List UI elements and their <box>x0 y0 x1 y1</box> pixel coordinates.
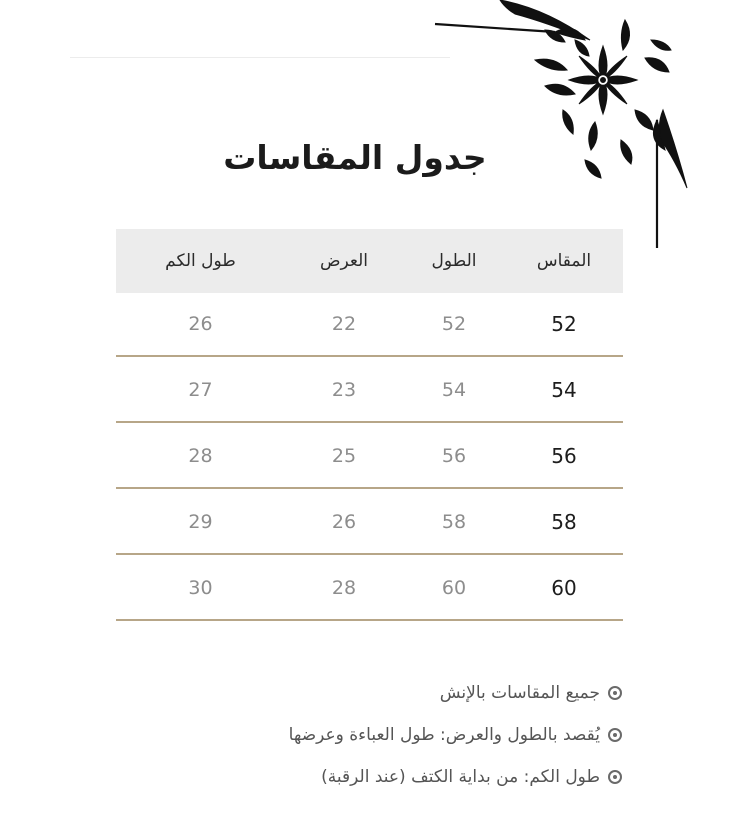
table-row <box>116 293 623 357</box>
page-title: جدول المقاسات <box>223 138 487 177</box>
cell-sleeve-length: 26 <box>188 313 213 335</box>
cell-size: 60 <box>551 576 577 600</box>
note-text: يُقصد بالطول والعرض: طول العباءة وعرضها <box>288 725 600 745</box>
cell-length: 58 <box>441 511 467 533</box>
notes-list <box>162 672 622 798</box>
note-length-width <box>162 714 622 756</box>
circle-dot-icon <box>608 728 622 742</box>
cell-sleeve-length: 27 <box>188 379 213 401</box>
top-divider-line <box>70 57 450 58</box>
header-width: العرض <box>319 251 369 271</box>
header-length: الطول <box>431 251 477 271</box>
cell-length: 56 <box>441 445 467 467</box>
cell-sleeve-length: 29 <box>188 511 213 533</box>
header-size: المقاس <box>536 251 592 271</box>
table-row <box>116 425 623 489</box>
header-sleeve-length: طول الكم <box>165 251 236 271</box>
cell-width: 28 <box>331 577 357 599</box>
cell-size: 52 <box>551 312 577 336</box>
cell-length: 52 <box>441 313 467 335</box>
size-table <box>116 229 623 623</box>
table-row <box>116 359 623 423</box>
table-header <box>116 229 623 293</box>
cell-width: 23 <box>331 379 357 401</box>
table-body <box>116 293 623 621</box>
cell-sleeve-length: 28 <box>188 445 213 467</box>
cell-sleeve-length: 30 <box>188 577 213 599</box>
cell-length: 60 <box>441 577 467 599</box>
note-text: جميع المقاسات بالإنش <box>439 683 600 703</box>
note-units <box>162 672 622 714</box>
floral-corner-ornament <box>425 0 705 255</box>
cell-size: 58 <box>551 510 577 534</box>
cell-length: 54 <box>441 379 467 401</box>
cell-size: 54 <box>551 378 577 402</box>
note-sleeve <box>162 756 622 798</box>
cell-width: 22 <box>331 313 357 335</box>
cell-size: 56 <box>551 444 577 468</box>
cell-width: 26 <box>331 511 357 533</box>
note-text: طول الكم: من بداية الكتف (عند الرقبة) <box>321 767 600 787</box>
circle-dot-icon <box>608 770 622 784</box>
cell-width: 25 <box>331 445 357 467</box>
table-row <box>116 557 623 621</box>
circle-dot-icon <box>608 686 622 700</box>
table-row <box>116 491 623 555</box>
